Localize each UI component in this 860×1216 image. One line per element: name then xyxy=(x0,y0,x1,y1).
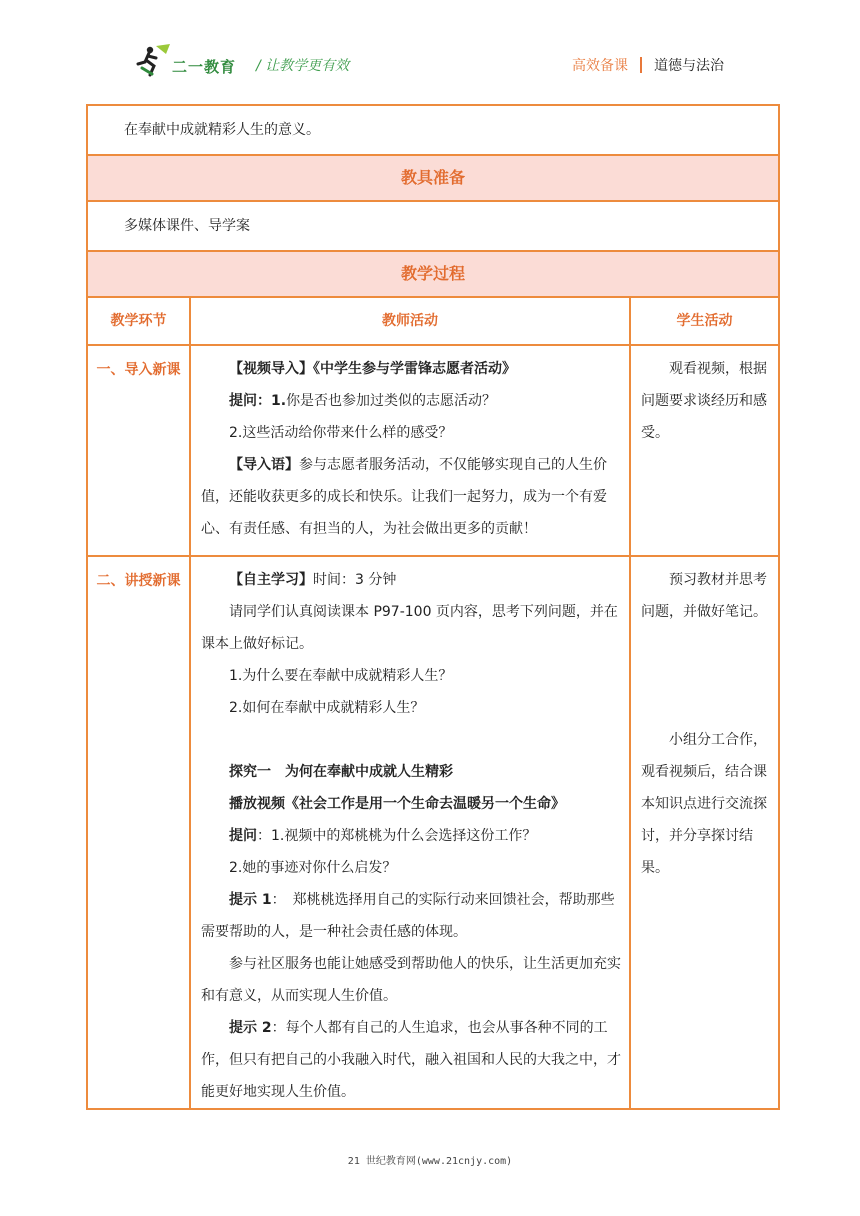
lesson-plan-table xyxy=(86,104,780,1110)
teacher-line: 探究一 为何在奉献中成就人生精彩 xyxy=(229,764,453,780)
table-row xyxy=(87,556,779,1109)
table-row xyxy=(87,345,779,556)
stage-cell: 一、导入新课 xyxy=(87,345,190,556)
teacher-line: 提示 2：每个人都有自己的人生追求，也会从事各种不同的工作，但只有把自己的小我融入时代，融入祖国和人民的大我之中，才能更好地实现人生价值。 xyxy=(201,1020,621,1100)
teacher-line: 2.这些活动给你带来什么样的感受？ xyxy=(229,425,453,441)
goal-text: 在奉献中成就精彩人生的意义。 xyxy=(124,122,320,138)
footer-source: 21 世纪教育网(www.21cnjy.com) xyxy=(347,1156,513,1167)
page-header xyxy=(0,0,860,100)
process-header-row xyxy=(87,251,779,297)
teacher-cell xyxy=(190,556,630,1109)
tools-content: 多媒体课件、导学案 xyxy=(124,218,250,234)
teacher-line: 提问：1.你是否也参加过类似的志愿活动？ xyxy=(229,393,497,409)
teacher-line: 播放视频《社会工作是用一个生命去温暖另一个生命》 xyxy=(229,796,565,812)
header-right xyxy=(572,55,724,75)
teacher-line: 2.如何在奉献中成就精彩人生？ xyxy=(229,700,425,716)
col-student-header: 学生活动 xyxy=(630,297,779,345)
teacher-line: 请同学们认真阅读课本 P97-100 页内容，思考下列问题，并在课本上做好标记。 xyxy=(201,604,618,652)
category-label: 高效备课 xyxy=(572,58,628,74)
tools-header-row xyxy=(87,155,779,201)
logo-text: 二一教育 xyxy=(172,58,237,76)
teacher-line: 【视频导入】《中学生参与学雷锋志愿者活动》 xyxy=(229,361,516,377)
student-text: 预习教材并思考问题，并做好笔记。 xyxy=(641,572,767,620)
slogan: / 让教学更有效 xyxy=(256,58,350,74)
process-title: 教学过程 xyxy=(87,251,779,297)
student-text: 观看视频，根据问题要求谈经历和感受。 xyxy=(641,361,767,441)
student-cell xyxy=(630,345,779,556)
student-text: 小组分工合作，观看视频后，结合课本知识点进行交流探讨，并分享探讨结果。 xyxy=(641,732,767,876)
teacher-line: 提问：1.视频中的郑桃桃为什么会选择这份工作？ xyxy=(229,828,537,844)
col-teacher-header: 教师活动 xyxy=(190,297,630,345)
column-header-row xyxy=(87,297,779,345)
tools-title: 教具准备 xyxy=(87,155,779,201)
tools-row xyxy=(87,201,779,251)
teacher-line: 【自主学习】时间：3 分钟 xyxy=(229,572,397,588)
runner-logo-icon xyxy=(136,44,172,78)
student-cell xyxy=(630,556,779,1109)
goal-row xyxy=(87,105,779,155)
logo xyxy=(136,44,246,80)
header-divider xyxy=(640,57,642,73)
teacher-cell xyxy=(190,345,630,556)
teacher-line: 参与社区服务也能让她感受到帮助他人的快乐，让生活更加充实和有意义，从而实现人生价值。 xyxy=(201,956,621,1004)
stage-cell: 二、讲授新课 xyxy=(87,556,190,1109)
subject-label: 道德与法治 xyxy=(654,58,724,74)
teacher-line: 提示 1： 郑桃桃选择用自己的实际行动来回馈社会，帮助那些需要帮助的人，是一种社会责任感的体现。 xyxy=(201,892,615,940)
teacher-line: 【导入语】参与志愿者服务活动，不仅能够实现自己的人生价值，还能收获更多的成长和快乐。让我们一起努力，成为一个有爱心、有责任感、有担当的人，为社会做出更多的贡献！ xyxy=(201,457,607,537)
col-stage-header: 教学环节 xyxy=(87,297,190,345)
teacher-line: 2.她的事迹对你什么启发？ xyxy=(229,860,397,876)
teacher-line: 1.为什么要在奉献中成就精彩人生？ xyxy=(229,668,453,684)
